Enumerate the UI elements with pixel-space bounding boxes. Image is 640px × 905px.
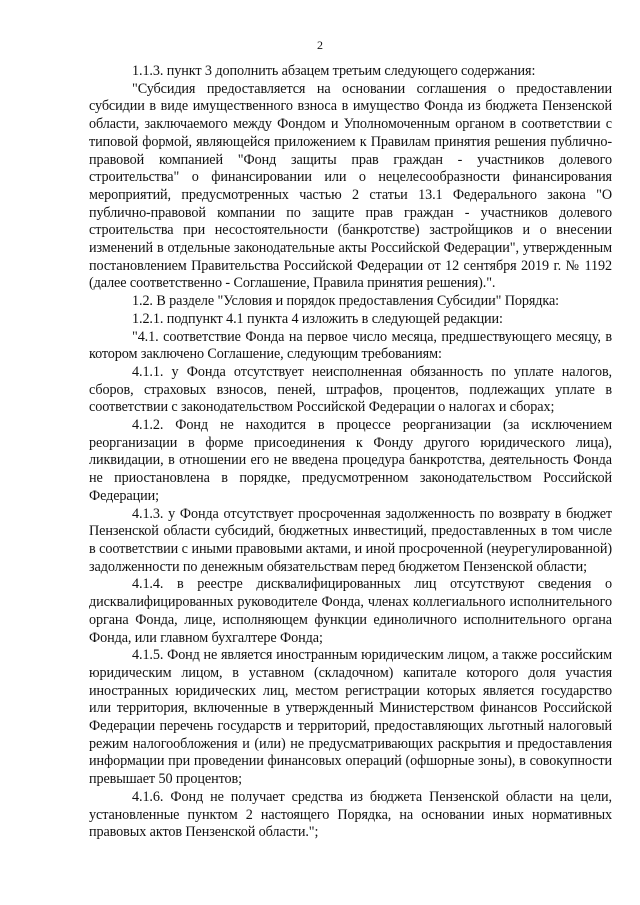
paragraph: 4.1.5. Фонд не является иностранным юридическим лицом, а также российским юридическим лицом, в уставном (складочном) капитале которого доля участия иностранных юридических лиц, местом регистрации которых является государство или территория, включенные в утвержденный Министерством финансов Российской Федерации перечень государств и территорий, предоставляющих льготный налоговый режим налогообложения и (или) не предусматривающих раскрытия и предоставления информации при проведении финансовых операций (офшорные зоны), в совокупности превышает 50 процентов; — [89, 647, 612, 788]
paragraph: 1.2. В разделе "Условия и порядок предоставления Субсидии" Порядка: — [132, 293, 560, 310]
paragraph: "Субсидия предоставляется на основании соглашения о предоставлении субсидии в виде имущественного взноса в имущество Фонда из бюджета Пензенской области, заключаемого между Фондом и Уполномоченным органом в соответствии с типовой формой, являющейся приложением к Правилам принятия решения публично-правовой компанией "Фонд защиты прав граждан - участников долевого строительства" о финансировании или о нецелесообразности финансирования мероприятий, предусмотренных частью 2 статьи 13.1 Федерального закона "О публично-правовой компании по защите прав граждан - участников долевого строительства при несостоятельности (банкротстве) застройщиков и о внесении изменений в отдельные законодательные акты Российской Федерации", утвержденным постановлением Правительства Российской Федерации от 12 сентября 2019 г. № 1192 (далее соответственно - Соглашение, Правила принятия решения).". — [89, 80, 612, 292]
paragraph: 4.1.1. у Фонда отсутствует неисполненная обязанность по уплате налогов, сборов, страховых взносов, пеней, штрафов, процентов, подлежащих уплате в соответствии с законодательством Российской Федерации о налогах и сборах; — [89, 363, 612, 416]
paragraph: "4.1. соответствие Фонда на первое число месяца, предшествующего месяцу, в котором заключено Соглашение, следующим требованиям: — [89, 328, 612, 363]
paragraph: 4.1.4. в реестре дисквалифицированных лиц отсутствуют сведения о дисквалифицированных руководителе Фонда, членах коллегиального исполнительного органа Фонда, лице, исполняющем функции единоличного исполнительного органа Фонда, или главном бухгалтере Фонда; — [89, 576, 612, 646]
page-number: 2 — [317, 38, 323, 52]
document-body — [89, 63, 612, 842]
paragraph: 4.1.6. Фонд не получает средства из бюджета Пензенской области на цели, установленные пунктом 2 настоящего Порядка, на основании иных нормативных правовых актов Пензенской области."; — [89, 788, 612, 841]
paragraph: 1.1.3. пункт 3 дополнить абзацем третьим следующего содержания: — [132, 63, 536, 79]
paragraph: 4.1.2. Фонд не находится в процессе реорганизации (за исключением реорганизации в форме присоединения к Фонду другого юридического лица), ликвидации, в отношении его не введена процедура банкротства, деятельность Фонда не приостановлена в порядке, предусмотренном законодательством Российской Федерации; — [89, 417, 612, 504]
paragraph: 4.1.3. у Фонда отсутствует просроченная задолженность по возврату в бюджет Пензенской области субсидий, бюджетных инвестиций, предоставленных в том числе в соответствии с иными правовыми актами, и иной просроченной (неурегулированной) задолженности по денежным обязательствам перед бюджетом Пензенской области; — [89, 505, 612, 575]
paragraph: 1.2.1. подпункт 4.1 пункта 4 изложить в следующей редакции: — [132, 310, 503, 327]
